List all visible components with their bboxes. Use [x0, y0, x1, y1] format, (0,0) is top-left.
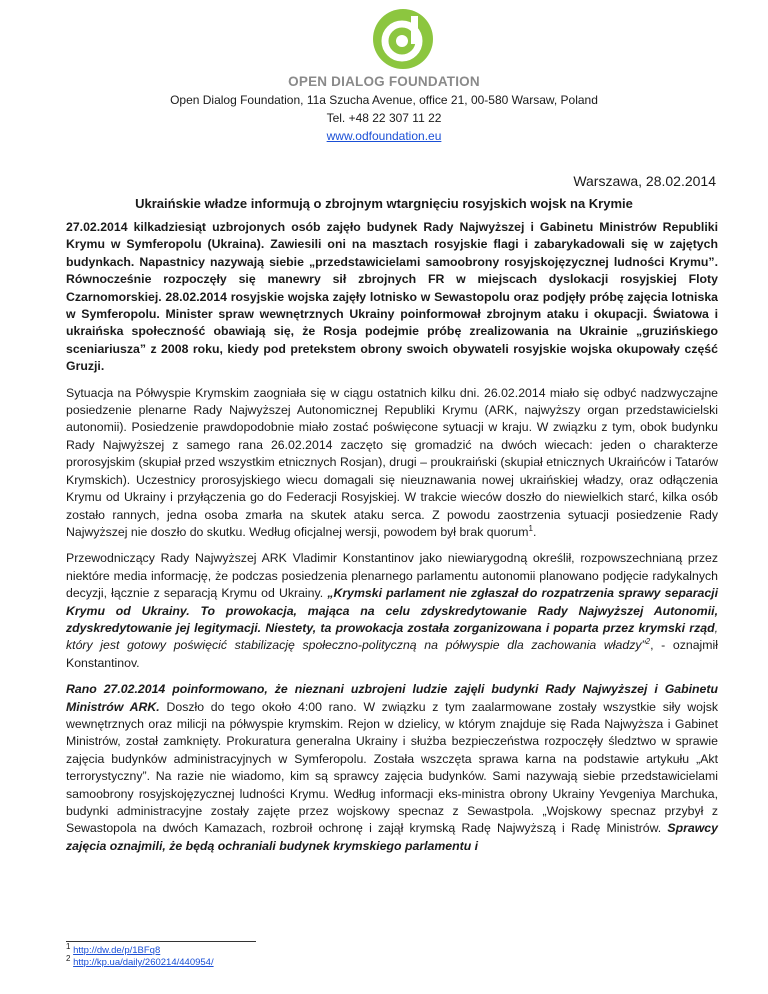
paragraph-2-quote-italic: , który jest gotowy poświęcić stabilizację społeczno-polityczną na półwyspie dla zachowania władzy” — [66, 620, 718, 653]
document-body — [66, 219, 718, 864]
paragraph-3-tail: Sprawcy zajęcia oznajmili, że będą ochraniali budynek krymskiego parlamentu i — [66, 821, 718, 853]
paragraph-1-end: . — [532, 524, 537, 539]
footnote-2: $^2$ http://kp.ua/daily/260214/440954/ — [66, 953, 214, 968]
open-dialog-logo-icon — [372, 8, 434, 70]
footnote-2-link[interactable]: http://kp.ua/daily/260214/440954/ — [73, 957, 214, 968]
organization-website — [0, 129, 768, 143]
paragraph-2-end: , - oznajmił Konstantinov. — [66, 638, 718, 670]
footnote-ref-2[interactable]: 2 — [645, 637, 651, 647]
paragraph-3-lead: Rano 27.02.2014 poinformowano, że nieznani uzbrojeni ludzie zajęli budynki Rady Najwyższej i Gabinetu Ministrów ARK. — [66, 682, 718, 714]
footnote-ref-1[interactable]: 1 — [528, 523, 533, 533]
paragraph-2 — [66, 550, 718, 672]
paragraph-1-text: Sytuacja na Półwyspie Krymskim zaogniała się w ciągu ostatnich kilku dni. 26.02.2014 miało się odbyć nadzwyczajne posiedzenie plenarne Rady Najwyższej Autonomicznej Republiki Krymu (ARK, najwyższy organ przedstawicielski autonomii). Posiedzenie prawdopodobnie miało zostać poświęcone sytuacji w kraju. W związku z tym, obok budynku Rady Najwyższej z samego rana 26.02.2014 zaczęto się gromadzić na dwóch wiecach: jeden o charakterze prorosyjskim (skupiał przed wszystkim etnicznych Rosjan), drugi – proukraiński (skupiał etnicznych Ukraińców i Tatarów Krymskich). Uczestnicy prorosyjskiego wiecu domagali się nieuznawania nowej ukraińskiej władzy, oraz odłączenia Krymu od Ukrainy i przyłączenia go do Federacji Rosyjskiej. W trakcie wieców doszło do niewielkich starć, kilka osób zostało rannych, jedna osoba zmarła na skutek ataku serca. Z powodu zaostrzenia sytuacji posiedzenie Rady Najwyższej nie doszło do skutku. Według oficjalnej wersji, powodem był brak quorum — [66, 385, 718, 539]
document-headline: Ukraińskie władze informują o zbrojnym wtargnięciu rosyjskich wojsk na Krymie — [135, 196, 633, 211]
paragraph-2-text: Przewodniczący Rady Najwyższej ARK Vladimir Konstantinov jako niewiarygodną określił, rozpowszechnianą przez niektóre media informację, że podczas posiedzenia plenarnego parlamentu autonomii planowano podjęcie radykalnych decyzji, łącznie z separacją Krymu od Ukrainy. — [66, 551, 718, 601]
paragraph-3-text: Doszło do tego około 4:00 rano. W związku z tym zaalarmowane zostały wszystkie siły wojsk wewnętrznych oraz milicji na półwyspie krymskim. Rejon w dzielicy, w którym znajduje się Rada Najwyższa i Gabinet Ministrów, został zamknięty. Prokuratura generalna Ukrainy i służba bezpieczeństwa rozpoczęły śledztwo w sprawie zajęcia budynków administracyjnych w Symferopolu. Została wszczęta sprawa karna na podstawie artykułu „Akt terrorystyczny”. Na razie nie wiadomo, kim są sprawcy zajęcia budynków. Sami nazywają siebie przedstawicielami samoobrony rosyjskojęzycznej ludności Krymu. Według informacji eks-ministra obrony Ukrainy Yevgeniya Marchuka, budynki administracyjne zostały zajęte przez wojskowy specnaz z Sewastpola. „Wojskowy specnaz przybył z Sewastopola na dwóch Kamazach, rozbroił ochronę i zajął krymską Radę Najwyższą i Radę Ministrów. — [66, 699, 719, 836]
organization-name: OPEN DIALOG FOUNDATION — [288, 74, 480, 89]
footnotes — [66, 941, 214, 969]
footnote-1-link[interactable]: http://dw.de/p/1BFq8 — [73, 945, 161, 956]
organization-address: Open Dialog Foundation, 11a Szucha Avenue, office 21, 00-580 Warsaw, Poland — [170, 93, 598, 107]
website-link[interactable]: www.odfoundation.eu — [326, 129, 442, 143]
footnote-1: $^1$ http://dw.de/p/1BFq8 — [66, 941, 161, 956]
paragraph-3 — [66, 681, 718, 855]
paragraph-1 — [66, 385, 718, 542]
footnote-divider — [66, 941, 256, 942]
document-date: Warszawa, 28.02.2014 — [573, 173, 716, 189]
lead-paragraph: 27.02.2014 kilkadziesiąt uzbrojonych osób zajęło budynek Rady Najwyższej i Gabinetu Ministrów Republiki Krymu w Symferopolu (Ukraina). Zawiesili oni na masztach rosyjskie flagi i zabarykadowali się w zajętych budynkach. Napastnicy nazywają siebie „przedstawicielami samoobrony rosyjskojęzycznej ludności Krymu”. Równocześnie rozpoczęły się manewry sił zbrojnych FR w miejscach dyslokacji rosyjskiej Floty Czarnomorskiej. 28.02.2014 rosyjskie wojska zajęły lotnisko w Sewastopolu oraz podjęły próbę zajęcia lotniska w Symferopolu. Minister spraw wewnętrznych Ukrainy poinformował zbrojnym ataku i okupacji. Światowa i ukraińska społeczność obawiają się, że Rosja podejmie próbę zrealizowania na Ukrainie „gruzińskiego sceniariusza” z 2008 roku, kiedy pod pretekstem obrony swoich obywateli rosyjskie wojska okupowały część Gruzji. — [66, 220, 718, 374]
organization-phone: Tel. +48 22 307 11 22 — [326, 111, 442, 125]
paragraph-2-quote-bold: „Krymski parlament nie zgłaszał do rozpatrzenia sprawy separacji Krymu od Ukrainy. To prowokacja, mająca na celu zdyskredytowanie Rady Najwyższej Autonomii, zdyskredytowanie jej legitymacji. Niestety, ta prowokacja została zorganizowana i poparta przez krymski rząd — [66, 586, 719, 635]
